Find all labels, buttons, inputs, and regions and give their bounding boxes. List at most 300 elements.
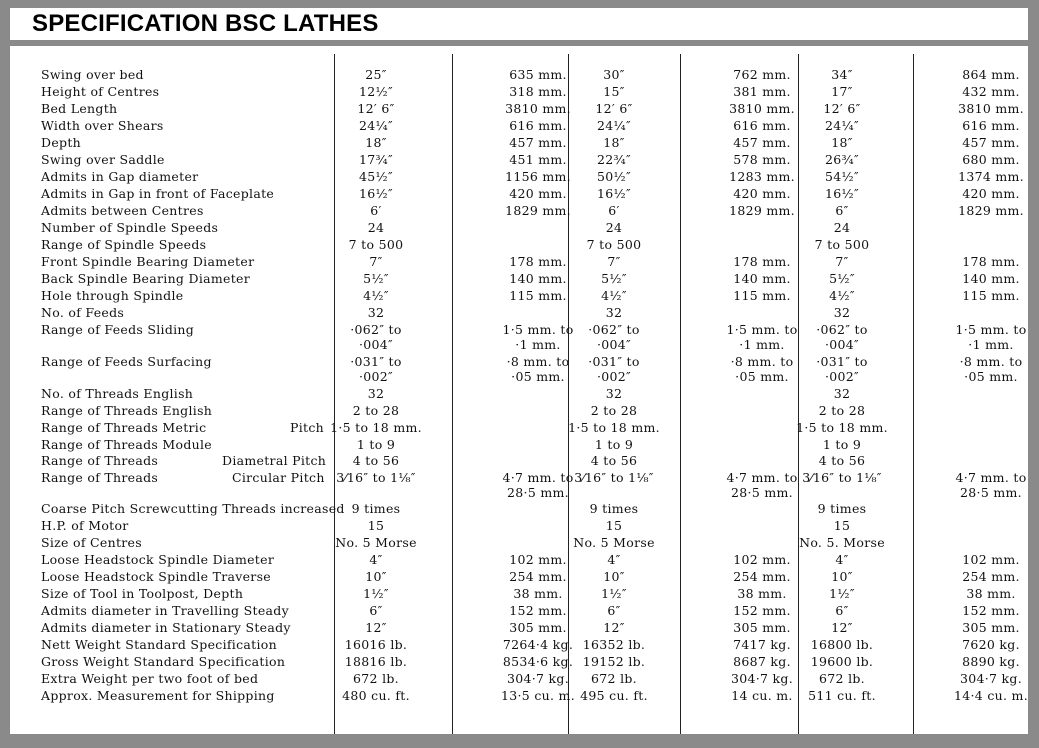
spec-value (606, 386, 623, 401)
spec-value-line: ·031″ to (816, 354, 868, 369)
spec-value (509, 67, 567, 82)
spec-value (502, 470, 573, 500)
spec-value (350, 354, 401, 384)
spec-value (829, 271, 855, 286)
spec-value-line: 451 mm. (509, 152, 567, 167)
spec-value (962, 84, 1020, 99)
spec-value (733, 654, 791, 669)
spec-value (729, 169, 795, 184)
spec-value-line: 4″ (369, 552, 383, 567)
spec-value-line: ·8 mm. to (730, 354, 794, 369)
spec-value (729, 203, 795, 218)
spec-value-line: 457 mm. (733, 135, 791, 150)
spec-value (368, 518, 385, 533)
spec-value (733, 67, 791, 82)
spec-value (962, 620, 1020, 635)
spec-value-line: 1 to 9 (822, 437, 862, 452)
page-title: SPECIFICATION BSC LATHES (32, 10, 379, 37)
spec-value-line: 13·5 cu. m. (501, 688, 575, 703)
spec-value (606, 220, 623, 235)
spec-value-line: 24 (833, 220, 851, 235)
spec-value (955, 470, 1026, 500)
spec-value-line: 4·7 mm. to (726, 470, 798, 485)
spec-value (823, 437, 861, 452)
spec-value (583, 637, 645, 652)
spec-value (509, 152, 567, 167)
spec-value-line: 140 mm. (509, 271, 567, 286)
spec-value (829, 586, 855, 601)
spec-value (509, 186, 567, 201)
spec-value-line: 25″ (365, 67, 387, 82)
spec-value-line: 19600 lb. (810, 654, 874, 669)
spec-value (505, 101, 571, 116)
table-row (10, 671, 1028, 688)
table-row (10, 470, 1028, 500)
spec-value (733, 186, 791, 201)
spec-value (363, 586, 389, 601)
spec-value-line: 2 to 28 (818, 403, 866, 418)
spec-value-line: 305 mm. (509, 620, 567, 635)
spec-value-line: 16½″ (825, 186, 859, 201)
spec-value (811, 654, 873, 669)
spec-value-line: 24¼″ (597, 118, 631, 133)
spec-value-line: 32 (367, 305, 385, 320)
spec-value-line: 304·7 kg. (730, 671, 794, 686)
spec-value (962, 654, 1020, 669)
spec-value (574, 470, 653, 485)
spec-value (330, 420, 422, 435)
spec-value-line: 6′ (370, 203, 382, 218)
spec-value (733, 254, 791, 269)
spec-value-line: 102 mm. (733, 552, 791, 567)
spec-value-line: 15 (367, 518, 385, 533)
spec-value-line: 1 to 9 (356, 437, 396, 452)
spec-value-line: 1156 mm. (505, 169, 571, 184)
spec-label: Extra Weight per two foot of bed (41, 671, 259, 686)
spec-value (597, 169, 631, 184)
table-row (10, 135, 1028, 152)
table-row (10, 535, 1028, 552)
spec-value (363, 288, 389, 303)
spec-value (829, 288, 855, 303)
spec-value-line: 12′ 6″ (595, 101, 633, 116)
spec-value-line: 4 to 56 (352, 453, 400, 468)
spec-value-line: 672 lb. (591, 671, 637, 686)
spec-value (834, 386, 851, 401)
spec-value (823, 101, 860, 116)
spec-value-line: ·062″ to (816, 322, 868, 337)
table-row (10, 654, 1028, 671)
spec-value (816, 322, 867, 352)
spec-value-line: 45½″ (359, 169, 393, 184)
spec-value (808, 688, 876, 703)
spec-value-line: 1829 mm. (958, 203, 1024, 218)
spec-value-line: ·002″ (358, 369, 393, 384)
spec-label: Swing over bed (41, 67, 144, 82)
spec-value-line: ·004″ (824, 337, 859, 352)
table-row (10, 152, 1028, 169)
spec-value (597, 118, 631, 133)
spec-sublabel: Pitch (290, 420, 324, 435)
spec-value (597, 152, 631, 167)
spec-value-line: 254 mm. (509, 569, 567, 584)
spec-value (831, 135, 852, 150)
table-row (10, 305, 1028, 322)
spec-value-line: 7″ (369, 254, 383, 269)
spec-value (733, 135, 791, 150)
spec-value-line: 16800 lb. (810, 637, 874, 652)
spec-value (835, 254, 848, 269)
spec-label: Back Spindle Bearing Diameter (41, 271, 251, 286)
spec-value-line: 4½″ (601, 288, 627, 303)
spec-value (580, 688, 648, 703)
spec-value-line: 9 times (351, 501, 401, 516)
spec-label: Size of Centres (41, 535, 142, 550)
spec-value-line: 7620 kg. (962, 637, 1020, 652)
spec-value (607, 254, 620, 269)
table-row (10, 688, 1028, 705)
spec-value-line: 1·5 to 18 mm. (330, 420, 422, 435)
spec-label: Hole through Spindle (41, 288, 184, 303)
spec-value (509, 288, 567, 303)
spec-value-line: 1·5 to 18 mm. (796, 420, 888, 435)
spec-value-line: 6″ (835, 603, 849, 618)
spec-value (603, 620, 624, 635)
spec-value (834, 305, 851, 320)
spec-value-line: 480 cu. ft. (342, 688, 410, 703)
spec-value (962, 67, 1020, 82)
spec-value-line: ·1 mm. (968, 337, 1014, 352)
spec-value (733, 620, 791, 635)
spec-value (729, 101, 795, 116)
spec-value-line: ·031″ to (350, 354, 402, 369)
spec-value (509, 118, 567, 133)
spec-value (731, 354, 794, 384)
spec-value-line: 28·5 mm. (731, 485, 793, 500)
spec-label: Range of Spindle Speeds (41, 237, 207, 252)
spec-value-line: 16½″ (359, 186, 393, 201)
spec-label: Range of Feeds Sliding (41, 322, 195, 337)
spec-value-line: 26¾″ (825, 152, 859, 167)
spec-label: No. of Threads English (41, 386, 194, 401)
spec-value (595, 437, 633, 452)
spec-value (962, 186, 1020, 201)
spec-label: Width over Shears (41, 118, 164, 133)
spec-value-line: 578 mm. (733, 152, 791, 167)
spec-value (606, 518, 623, 533)
spec-value (509, 135, 567, 150)
table-row (10, 403, 1028, 420)
spec-value-line: 1½″ (829, 586, 855, 601)
table-row (10, 67, 1028, 84)
spec-value-line: 54½″ (825, 169, 859, 184)
spec-value-line: 457 mm. (962, 135, 1020, 150)
spec-value-line: 7 to 500 (586, 237, 642, 252)
spec-value (607, 603, 620, 618)
spec-value (733, 271, 791, 286)
spec-value (726, 322, 797, 352)
spec-value-line: 7417 kg. (733, 637, 791, 652)
spec-value (601, 586, 627, 601)
spec-value (603, 67, 624, 82)
spec-label: Range of Threads (41, 453, 159, 468)
spec-value (960, 671, 1022, 686)
spec-value (733, 552, 791, 567)
spec-label: Swing over Saddle (41, 152, 165, 167)
spec-value-line: 24 (605, 220, 623, 235)
spec-value-line: 3810 mm. (729, 101, 795, 116)
spec-value-line: 420 mm. (509, 186, 567, 201)
spec-label: Admits in Gap in front of Faceplate (41, 186, 275, 201)
spec-value-line: 152 mm. (509, 603, 567, 618)
spec-value-line: 9 times (589, 501, 639, 516)
spec-value (958, 203, 1024, 218)
spec-value (357, 101, 394, 116)
spec-value (835, 603, 848, 618)
spec-value (962, 118, 1020, 133)
spec-value (796, 420, 888, 435)
spec-value (960, 354, 1023, 384)
spec-value (825, 118, 859, 133)
spec-value-line: 432 mm. (962, 84, 1020, 99)
spec-value (607, 552, 620, 567)
spec-value-line: 10″ (603, 569, 625, 584)
spec-value-line: 12½″ (359, 84, 393, 99)
spec-value-line: 1½″ (601, 586, 627, 601)
spec-value (591, 453, 637, 468)
spec-value-line: 420 mm. (733, 186, 791, 201)
spec-value (357, 437, 395, 452)
table-row (10, 453, 1028, 470)
spec-sublabel: Diametral Pitch (222, 453, 327, 468)
spec-value-line: 616 mm. (733, 118, 791, 133)
spec-value (368, 220, 385, 235)
spec-value-line: 32 (367, 386, 385, 401)
table-row (10, 637, 1028, 654)
spec-value-line: 6″ (369, 603, 383, 618)
spec-value-line: 3⁄16″ to 1⅛″ (802, 470, 882, 485)
spec-value (505, 203, 571, 218)
spec-value (590, 501, 639, 516)
spec-value-line: 672 lb. (819, 671, 865, 686)
spec-value-line: 8687 kg. (733, 654, 791, 669)
spec-value-line: 18816 lb. (344, 654, 408, 669)
spec-value-line: 32 (833, 386, 851, 401)
spec-value-line: 152 mm. (733, 603, 791, 618)
spec-value (733, 637, 791, 652)
spec-value (819, 403, 865, 418)
spec-value (733, 152, 791, 167)
spec-value-line: 32 (605, 386, 623, 401)
spec-value (573, 535, 655, 550)
spec-value-line: 15 (833, 518, 851, 533)
spec-value (955, 322, 1026, 352)
spec-value-line: 304·7 kg. (506, 671, 570, 686)
spec-value (962, 603, 1020, 618)
spec-value-line: 5½″ (363, 271, 389, 286)
spec-value-line: 16016 lb. (344, 637, 408, 652)
spec-value-line: 7″ (835, 254, 849, 269)
spec-value (568, 420, 660, 435)
table-row (10, 620, 1028, 637)
spec-value (335, 535, 417, 550)
spec-value-line: 254 mm. (962, 569, 1020, 584)
spec-value (733, 84, 791, 99)
spec-value-line: 152 mm. (962, 603, 1020, 618)
spec-value-line: 12″ (603, 620, 625, 635)
spec-value (819, 671, 865, 686)
spec-value (501, 688, 575, 703)
spec-value-line: ·031″ to (588, 354, 640, 369)
spec-value-line: 254 mm. (733, 569, 791, 584)
spec-value (731, 688, 792, 703)
spec-value-line: No. 5 Morse (573, 535, 655, 550)
spec-value-line: 1829 mm. (505, 203, 571, 218)
spec-value (509, 569, 567, 584)
spec-value-line: 3810 mm. (505, 101, 571, 116)
spec-value (368, 305, 385, 320)
spec-value (958, 169, 1024, 184)
spec-value-line: 1·5 to 18 mm. (568, 420, 660, 435)
spec-value (591, 671, 637, 686)
spec-value (595, 101, 632, 116)
spec-label: Range of Threads Metric (41, 420, 207, 435)
spec-value-line: 24 (367, 220, 385, 235)
spec-value-line: 178 mm. (962, 254, 1020, 269)
spec-value (954, 688, 1028, 703)
spec-value (835, 203, 848, 218)
spec-value-line: 1283 mm. (729, 169, 795, 184)
spec-value-line: 4½″ (363, 288, 389, 303)
spec-value-line: 762 mm. (733, 67, 791, 82)
spec-value-line: 10″ (365, 569, 387, 584)
spec-value (962, 152, 1020, 167)
spec-value-line: 12″ (365, 620, 387, 635)
table-row (10, 237, 1028, 254)
spec-value-line: 7″ (607, 254, 621, 269)
table-row (10, 254, 1028, 271)
spec-value-line: 304·7 kg. (959, 671, 1023, 686)
spec-value (370, 203, 381, 218)
spec-value-line: 318 mm. (509, 84, 567, 99)
spec-value (505, 169, 571, 184)
spec-value (509, 271, 567, 286)
spec-value-line: ·05 mm. (735, 369, 789, 384)
spec-value-line: No. 5. Morse (799, 535, 885, 550)
spec-value-line: 4·7 mm. to (955, 470, 1027, 485)
spec-value (733, 569, 791, 584)
spec-value-line: 140 mm. (733, 271, 791, 286)
spec-value (509, 254, 567, 269)
table-row (10, 354, 1028, 384)
spec-value-line: 1 to 9 (594, 437, 634, 452)
spec-value (962, 288, 1020, 303)
spec-value (834, 518, 851, 533)
table-row (10, 203, 1028, 220)
spec-value (507, 354, 570, 384)
spec-table (10, 46, 1028, 734)
spec-value (603, 135, 624, 150)
spec-value-line: 12′ 6″ (823, 101, 861, 116)
spec-value (369, 552, 382, 567)
spec-value-line: 38 mm. (966, 586, 1016, 601)
spec-value-line: 18″ (831, 135, 853, 150)
spec-value (509, 603, 567, 618)
spec-value-line: ·1 mm. (515, 337, 561, 352)
spec-value (816, 354, 867, 384)
spec-value (369, 254, 382, 269)
spec-value (502, 322, 573, 352)
spec-value (359, 118, 393, 133)
spec-value-line: 28·5 mm. (960, 485, 1022, 500)
table-row (10, 271, 1028, 288)
spec-value-line: 8534·6 kg. (502, 654, 574, 669)
spec-value (835, 552, 848, 567)
spec-label: Loose Headstock Spindle Diameter (41, 552, 275, 567)
spec-label: Admits in Gap diameter (41, 169, 199, 184)
spec-value-line: 3⁄16″ to 1⅛″ (574, 470, 654, 485)
spec-value-line: 495 cu. ft. (580, 688, 648, 703)
spec-value (831, 620, 852, 635)
spec-value (588, 322, 639, 352)
spec-value (962, 135, 1020, 150)
spec-value (359, 84, 393, 99)
spec-value (962, 254, 1020, 269)
spec-label: Approx. Measurement for Shipping (41, 688, 275, 703)
spec-value-line: 115 mm. (733, 288, 791, 303)
spec-value (608, 203, 619, 218)
spec-value-line: 115 mm. (962, 288, 1020, 303)
spec-value-line: 12″ (831, 620, 853, 635)
spec-value (359, 152, 393, 167)
table-row (10, 386, 1028, 403)
spec-value (962, 552, 1020, 567)
spec-value-line: 32 (833, 305, 851, 320)
spec-value-line: 1·5 mm. to (726, 322, 798, 337)
spec-value-line: 6″ (835, 203, 849, 218)
spec-value (733, 603, 791, 618)
spec-value (962, 569, 1020, 584)
spec-value-line: 178 mm. (733, 254, 791, 269)
spec-value (509, 84, 567, 99)
spec-value-line: 4″ (835, 552, 849, 567)
spec-label: Range of Threads English (41, 403, 213, 418)
spec-value-line: 1·5 mm. to (502, 322, 574, 337)
spec-sublabel: Circular Pitch (232, 470, 325, 485)
spec-value-line: ·004″ (358, 337, 393, 352)
spec-value (365, 67, 386, 82)
spec-value (606, 305, 623, 320)
spec-label: Bed Length (41, 101, 118, 116)
spec-value (825, 186, 859, 201)
table-row (10, 288, 1028, 305)
spec-value (359, 169, 393, 184)
spec-value (365, 135, 386, 150)
spec-value-line: ·8 mm. to (506, 354, 570, 369)
spec-value-line: 9 times (817, 501, 867, 516)
spec-value (603, 569, 624, 584)
spec-value-line: 4″ (607, 552, 621, 567)
spec-value (831, 84, 852, 99)
spec-value-line: 1374 mm. (958, 169, 1024, 184)
spec-value-line: 6′ (608, 203, 620, 218)
spec-value (962, 271, 1020, 286)
spec-value-line: 616 mm. (509, 118, 567, 133)
spec-value (603, 84, 624, 99)
spec-value-line: 50½″ (597, 169, 631, 184)
spec-label: Front Spindle Bearing Diameter (41, 254, 255, 269)
spec-value-line: 34″ (831, 67, 853, 82)
